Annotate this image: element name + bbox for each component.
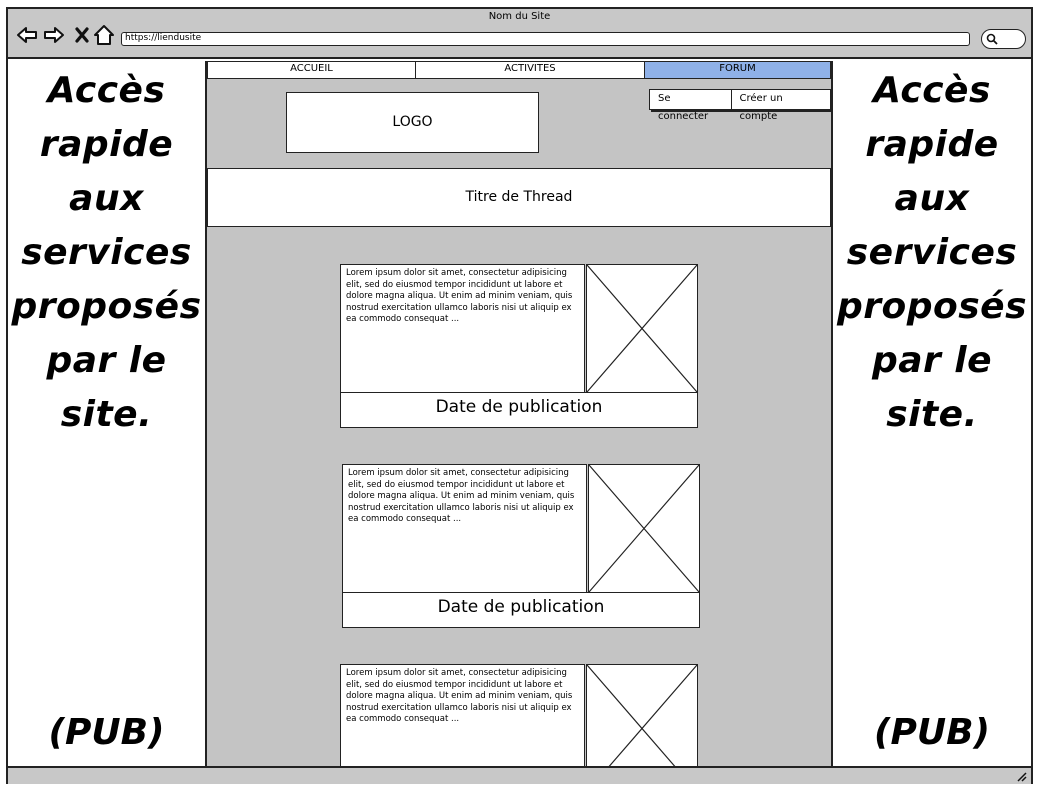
post-image-placeholder <box>586 264 698 393</box>
browser-titlebar <box>8 9 1031 59</box>
tab-activites[interactable]: ACTIVITES <box>415 61 645 79</box>
window-title: Nom du Site <box>488 11 551 22</box>
left-ad-line: aux <box>69 178 144 219</box>
right-ad-line: Accès <box>873 70 991 111</box>
right-ad-line: site. <box>886 394 978 435</box>
tab-accueil[interactable]: ACCUEIL <box>207 61 416 79</box>
post-date: Date de publication <box>340 392 698 428</box>
right-ad-text <box>833 64 1031 442</box>
left-ad-line: site. <box>60 394 153 435</box>
status-bar <box>8 766 1031 784</box>
right-ad-line: services <box>846 232 1018 273</box>
left-ad-line: rapide <box>39 124 174 165</box>
post-image-placeholder <box>588 464 700 593</box>
auth-buttons <box>649 89 831 122</box>
forward-arrow-icon[interactable] <box>42 23 66 47</box>
left-ad-line: Accès <box>47 70 166 111</box>
browser-window <box>6 7 1033 784</box>
search-button[interactable] <box>981 29 1026 49</box>
back-arrow-icon[interactable] <box>15 23 39 47</box>
forum-post <box>340 264 698 428</box>
post-image-placeholder <box>586 664 698 766</box>
right-ad-line: proposés <box>836 286 1028 327</box>
post-text: Lorem ipsum dolor sit amet, consectetur adipisicing elit, sed do eiusmod tempor incididunt ut labore et dolore magna aliqua. Ut enim ad minim veniam, quis nostrud exercitation ullamco laboris nisi ut aliquip ex ea commodo consequat ... <box>340 664 585 766</box>
signup-button[interactable]: Créer un compte <box>731 90 830 109</box>
forum-post <box>342 464 700 628</box>
tab-forum[interactable]: FORUM <box>644 61 831 79</box>
forum-post <box>340 664 698 766</box>
nav-tabs <box>207 61 831 79</box>
main-content <box>207 61 831 766</box>
left-ad-line: proposés <box>11 286 202 327</box>
left-ad-panel <box>8 61 207 766</box>
left-ad-line: services <box>21 232 192 273</box>
left-ad-text <box>8 64 205 442</box>
site-logo[interactable]: LOGO <box>286 92 539 153</box>
post-text: Lorem ipsum dolor sit amet, consectetur adipisicing elit, sed do eiusmod tempor incididunt ut labore et dolore magna aliqua. Ut enim ad minim veniam, quis nostrud exercitation ullamco laboris nisi ut aliquip ex ea commodo consequat ... <box>342 464 587 593</box>
search-icon <box>986 33 998 45</box>
resize-grip-icon[interactable] <box>1015 770 1027 782</box>
left-ad-line: par le <box>46 340 167 381</box>
right-pub-label: (PUB) <box>874 712 990 753</box>
thread-title: Titre de Thread <box>207 168 831 227</box>
url-bar[interactable]: https://liendusite <box>121 32 970 46</box>
close-x-icon[interactable] <box>70 23 94 47</box>
left-pub-label: (PUB) <box>48 712 165 753</box>
home-icon[interactable] <box>92 23 116 47</box>
login-button[interactable]: Se connecter <box>658 93 709 122</box>
right-ad-line: par le <box>871 340 993 381</box>
post-text: Lorem ipsum dolor sit amet, consectetur adipisicing elit, sed do eiusmod tempor incididunt ut labore et dolore magna aliqua. Ut enim ad minim veniam, quis nostrud exercitation ullamco laboris nisi ut aliquip ex ea commodo consequat ... <box>340 264 585 393</box>
post-date: Date de publication <box>342 592 700 628</box>
right-ad-line: aux <box>894 178 970 219</box>
right-ad-line: rapide <box>865 124 999 165</box>
right-ad-panel <box>831 61 1031 766</box>
